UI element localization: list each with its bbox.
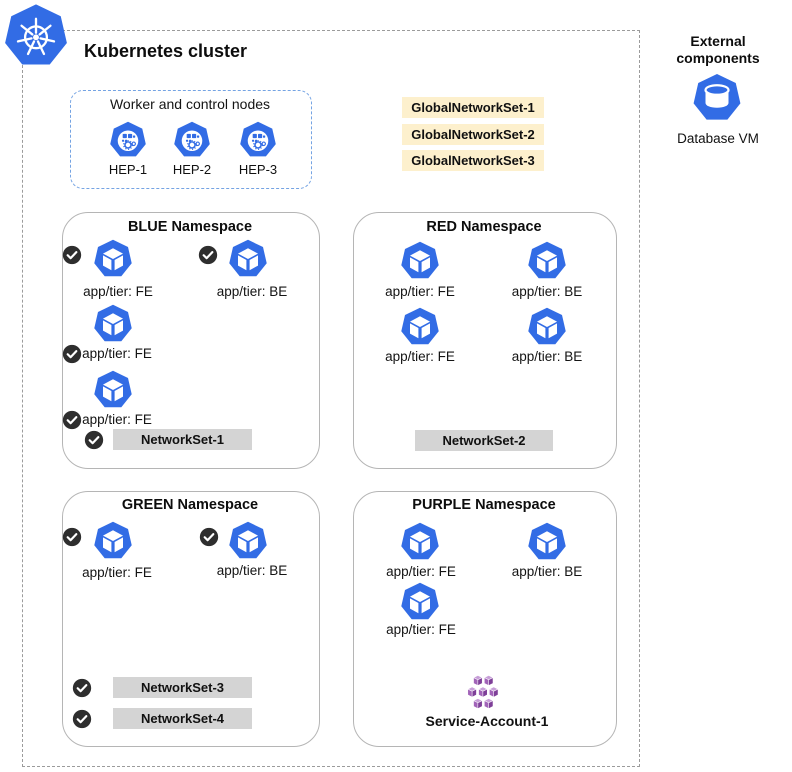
pod-label: app/tier: FE [82,346,152,361]
worker-nodes-title: Worker and control nodes [109,96,271,112]
cluster-title: Kubernetes cluster [84,41,248,61]
namespace-title: GREEN Namespace [121,497,259,513]
pod-label: app/tier: FE [385,284,455,299]
hep-node-icon [109,121,147,159]
pod-label: app/tier: FE [82,565,152,580]
hep-node-icon [239,121,277,159]
kubernetes-logo-icon [3,3,69,69]
pod-icon [93,239,133,279]
pod-icon [400,582,440,622]
service-account-label: Service-Account-1 [425,713,549,729]
network-set-chip: NetworkSet-4 [113,708,252,729]
pod-label: app/tier: BE [216,284,288,299]
global-network-set-chip: GlobalNetworkSet-2 [402,124,544,145]
pod-icon [527,241,567,281]
hep-node-label: HEP-2 [172,162,212,177]
network-set-chip: NetworkSet-1 [113,429,252,450]
external-components-title: External components [676,33,760,66]
pod-icon [400,522,440,562]
pod-label: app/tier: FE [82,412,152,427]
check-icon [62,527,82,547]
pod-label: app/tier: FE [385,349,455,364]
namespace-title: RED Namespace [426,219,542,235]
pod-icon [93,370,133,410]
pod-label: app/tier: BE [511,564,583,579]
pod-icon [228,239,268,279]
pod-label: app/tier: FE [386,622,456,637]
check-icon [62,344,82,364]
hep-node-icon [173,121,211,159]
pod-label: app/tier: FE [386,564,456,579]
pod-label: app/tier: BE [216,563,288,578]
pod-icon [93,521,133,561]
pod-icon [527,522,567,562]
check-icon [72,678,92,698]
pod-icon [527,307,567,347]
network-set-chip: NetworkSet-3 [113,677,252,698]
network-set-chip: NetworkSet-2 [415,430,553,451]
check-icon [199,527,219,547]
namespace-title: BLUE Namespace [127,219,253,235]
namespace-title: PURPLE Namespace [412,497,556,513]
hep-node-label: HEP-3 [238,162,278,177]
service-account-icon [464,674,504,710]
check-icon [62,410,82,430]
check-icon [62,245,82,265]
database-vm-label: Database VM [677,131,759,146]
global-network-set-chip: GlobalNetworkSet-1 [402,97,544,118]
pod-icon [400,241,440,281]
check-icon [72,709,92,729]
pod-icon [400,307,440,347]
pod-icon [228,521,268,561]
global-network-set-chip: GlobalNetworkSet-3 [402,150,544,171]
check-icon [84,430,104,450]
hep-node-label: HEP-1 [108,162,148,177]
check-icon [198,245,218,265]
database-vm-icon [692,73,742,123]
pod-label: app/tier: BE [511,284,583,299]
pod-label: app/tier: BE [511,349,583,364]
pod-icon [93,304,133,344]
pod-label: app/tier: FE [83,284,153,299]
